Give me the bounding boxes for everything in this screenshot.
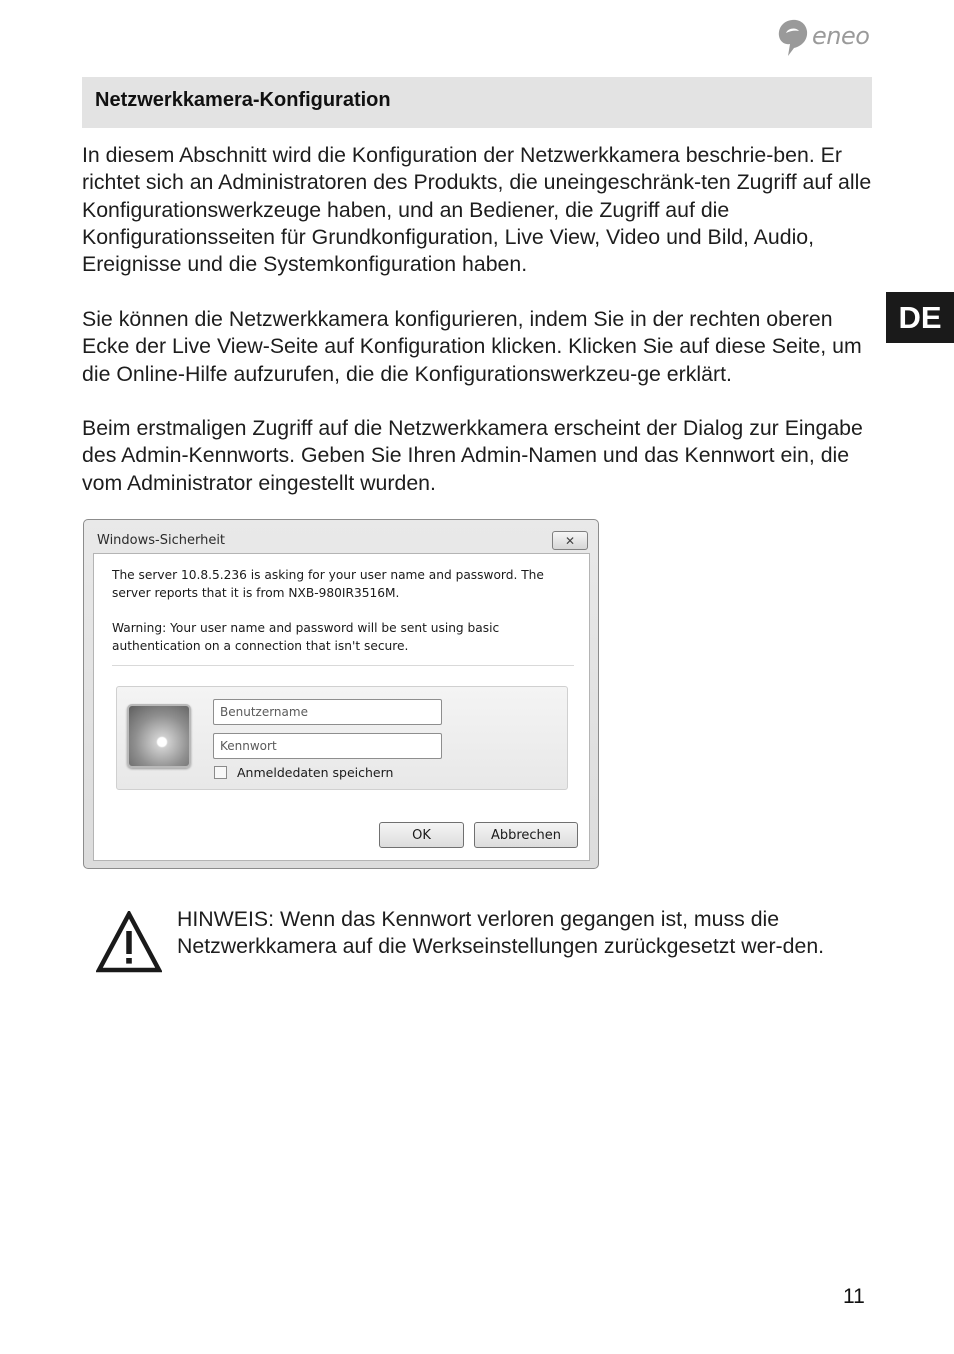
first-access-paragraph: Beim erstmaligen Zugriff auf die Netzwerkkamera erscheint der Dialog zur Eingabe des Admin-Kennworts. Geben Sie Ihren Admin-Namen und das Kennwort ein, die vom Administrator eingestellt wurden. [82, 416, 863, 495]
close-icon: ✕ [564, 533, 576, 548]
eneo-logo-icon [776, 18, 810, 58]
username-input[interactable] [213, 699, 442, 725]
page-number: 11 [843, 1285, 865, 1308]
remember-credentials-label[interactable]: Anmeldedaten speichern [237, 765, 394, 780]
close-button[interactable] [552, 531, 588, 550]
credential-panel [116, 686, 568, 790]
warning-triangle-icon [96, 911, 162, 973]
security-warning: Warning: Your user name and password will be sent using basic authentication on a connection that isn't secure. [112, 621, 500, 653]
intro-paragraph: In diesem Abschnitt wird die Konfiguration der Netzwerkkamera beschrie-ben. Er richtet sich an Administratoren des Produkts, die uneingeschränk-ten Zugriff auf alle Konfigurationswerkzeuge haben, und an Bediener, die Zugriff auf die Konfigurationsseiten für Grundkonfiguration, Live View, Video und Bild, Audio, Ereignisse und die Systemkonfiguration haben. [82, 143, 872, 277]
dialog-title: Windows-Sicherheit [97, 533, 226, 548]
language-tab: DE [886, 292, 954, 343]
password-input[interactable] [213, 733, 442, 759]
server-message: The server 10.8.5.236 is asking for your user name and password. The server reports that it is from NXB-980IR3516M. [112, 568, 544, 600]
divider [112, 665, 574, 666]
logo-wordmark: eneo [812, 22, 870, 50]
configuration-paragraph: Sie können die Netzwerkkamera konfigurieren, indem Sie in der rechten oberen Ecke der Live View-Seite auf Konfiguration klicken. Klicken Sie auf diese Seite, um die Online-Hilfe aufzurufen, die die Konfigurationswerkzeu-ge erklärt. [82, 307, 862, 386]
ok-button[interactable]: OK [379, 822, 464, 848]
section-title: Netzwerkkamera-Konfiguration [82, 77, 872, 128]
user-avatar-icon [127, 704, 191, 768]
cancel-button[interactable]: Abbrechen [474, 822, 578, 848]
brand-logo [776, 18, 876, 58]
remember-credentials-checkbox[interactable] [214, 766, 227, 779]
windows-security-dialog [83, 519, 599, 869]
notice-text: HINWEIS: Wenn das Kennwort verloren gegangen ist, muss die Netzwerkkamera auf die Werkseinstellungen zurückgesetzt wer-den. [177, 907, 825, 959]
dialog-body [93, 553, 590, 861]
